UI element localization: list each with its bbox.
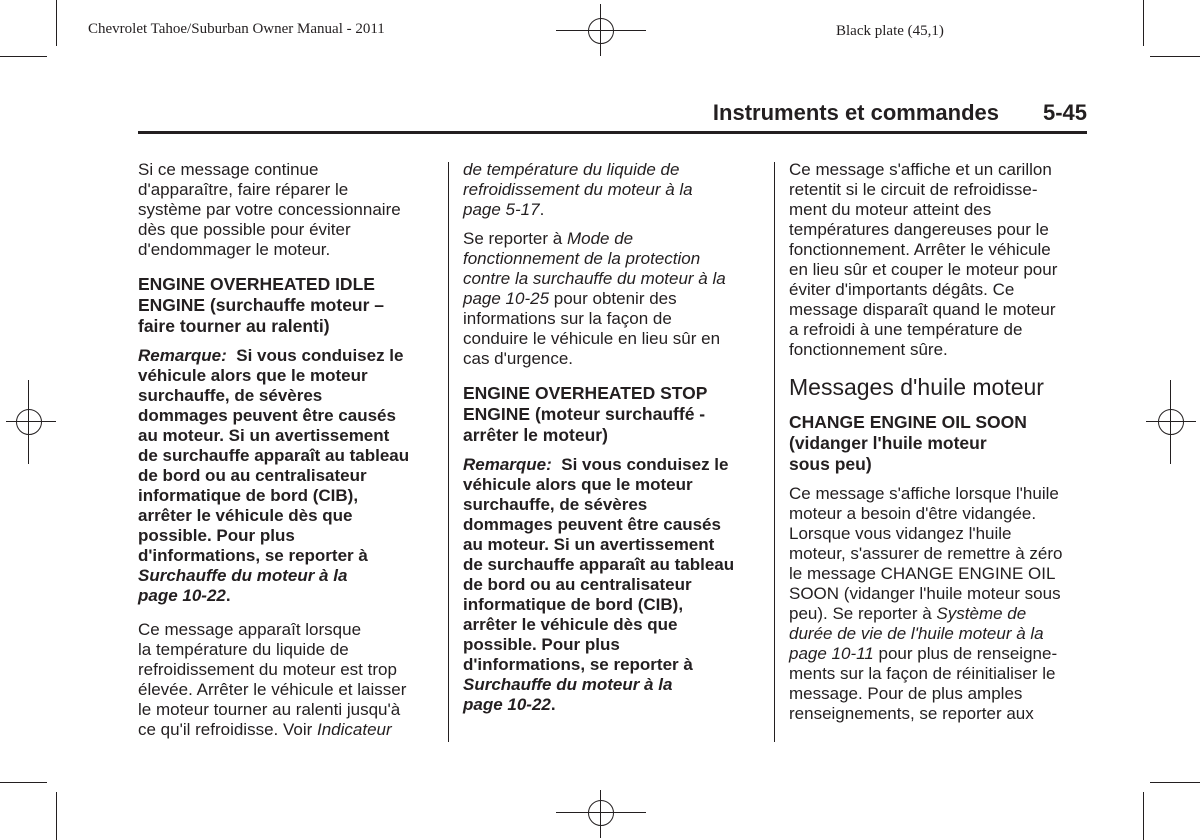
section-title: Instruments et commandes	[712, 100, 999, 125]
cross-reference-link[interactable]: page 10-22	[138, 586, 226, 605]
cross-reference-link[interactable]: Surchauffe du moteur à la	[138, 566, 348, 585]
cross-reference-link[interactable]: page 10-25	[463, 289, 550, 308]
registration-mark-bottom	[556, 790, 646, 840]
cross-reference-link[interactable]: page 10-22	[463, 695, 551, 714]
cross-reference-link[interactable]: Mode de	[566, 229, 634, 248]
paragraph: de température du liquide de refroidissement du moteur à la page 5-17.	[463, 160, 693, 219]
column-1	[138, 160, 438, 749]
plate-right-label: Black plate (45,1)	[836, 23, 944, 39]
cross-reference-link[interactable]: Surchauffe du moteur à la	[463, 675, 673, 694]
crop-mark	[1143, 0, 1144, 46]
registration-mark-top	[556, 0, 646, 60]
page-header	[138, 100, 1087, 134]
column-divider	[448, 162, 449, 742]
message-heading: CHANGE ENGINE OIL SOON (vidanger l'huile moteur sous peu)	[789, 412, 1027, 474]
cross-reference-link[interactable]: de température du liquide de	[463, 160, 680, 179]
caution-note: Remarque: Si vous conduisez le véhicule alors que le moteur surchauffe, de sévères dommages peuvent être causés au moteur. Si un avertissement de surchauffe apparaît au tableau de bord ou au centralisateur informatique de bord (CIB), arrêter le véhicule dès que possible. Pour plus d'informations, se reporter à Surchauffe du moteur à la page 10-22.	[138, 346, 410, 605]
cross-reference-link[interactable]: page 5-17	[463, 200, 540, 219]
page-number: 5-45	[1042, 100, 1087, 125]
crop-mark	[0, 56, 47, 57]
paragraph: Si ce message continue d'apparaître, faire réparer le système par votre concessionnaire dès que possible pour éviter d'endommager le moteur.	[138, 160, 401, 259]
paragraph: Ce message apparaît lorsque la température du liquide de refroidissement du moteur est trop élevée. Arrêter le véhicule et laisser le moteur tourner au ralenti jusqu'à ce qu'il refroidisse. Voir Indicateur	[138, 620, 407, 739]
paragraph: Ce message s'affiche lorsque l'huile moteur a besoin d'être vidangée. Lorsque vous vidangez l'huile moteur, s'assurer de remettre à zéro le message CHANGE ENGINE OIL SOON (vidanger l'huile moteur sous peu). Se reporter à Système de durée de vie de l'huile moteur à la page 10-11 pour plus de renseigne- ments sur la façon de réinitialiser le message. Pour de plus amples renseignements, se reporter aux	[789, 484, 1063, 723]
cross-reference-link[interactable]: Indicateur	[317, 720, 392, 739]
caution-note: Remarque: Si vous conduisez le véhicule alors que le moteur surchauffe, de sévères dommages peuvent être causés au moteur. Si un avertissement de surchauffe apparaît au tableau de bord ou au centralisateur informatique de bord (CIB), arrêter le véhicule dès que possible. Pour plus d'informations, se reporter à Surchauffe du moteur à la page 10-22.	[463, 455, 735, 714]
crop-mark	[1150, 56, 1200, 57]
paragraph: Ce message s'affiche et un carillon retentit si le circuit de refroidisse- ment du moteur atteint des températures dangereuses pour le fonctionnement. Arrêter le véhicule en lieu sûr et couper le moteur pour éviter d'importants dégâts. Ce message disparaît quand le moteur a refroidi à une température de fonctionnement sûre.	[789, 160, 1058, 359]
note-label: Remarque:	[138, 346, 227, 365]
column-3	[789, 160, 1089, 733]
cross-reference-link[interactable]: page 10-11	[789, 644, 874, 663]
cross-reference-link[interactable]: fonctionnement de la protection	[463, 249, 701, 268]
registration-mark-right	[1142, 380, 1200, 464]
cross-reference-link[interactable]: Système de	[936, 604, 1027, 623]
paragraph: Se reporter à Mode de fonctionnement de la protection contre la surchauffe du moteur à la page 10-25 pour obtenir des informations sur la façon de conduire le véhicule en lieu sûr en cas d'urgence.	[463, 229, 726, 368]
column-2	[463, 160, 763, 724]
registration-mark-left	[0, 380, 60, 464]
note-label: Remarque:	[463, 455, 552, 474]
crop-mark	[56, 0, 57, 46]
cross-reference-link[interactable]: contre la surchauffe du moteur à la	[463, 269, 726, 288]
crop-mark	[1143, 792, 1144, 840]
message-heading: ENGINE OVERHEATED STOP ENGINE (moteur surchauffé - arrêter le moteur)	[463, 383, 708, 445]
crop-mark	[56, 792, 57, 840]
cross-reference-link[interactable]: durée de vie de l'huile moteur à la	[789, 624, 1044, 643]
plate-left-label: Chevrolet Tahoe/Suburban Owner Manual - 2011	[88, 21, 385, 37]
message-heading: ENGINE OVERHEATED IDLE ENGINE (surchauffe moteur – faire tourner au ralenti)	[138, 274, 385, 336]
cross-reference-link[interactable]: refroidissement du moteur à la	[463, 180, 693, 199]
section-heading: Messages d'huile moteur	[789, 374, 1044, 400]
column-divider	[774, 162, 775, 742]
crop-mark	[1150, 782, 1200, 783]
crop-mark	[0, 782, 47, 783]
